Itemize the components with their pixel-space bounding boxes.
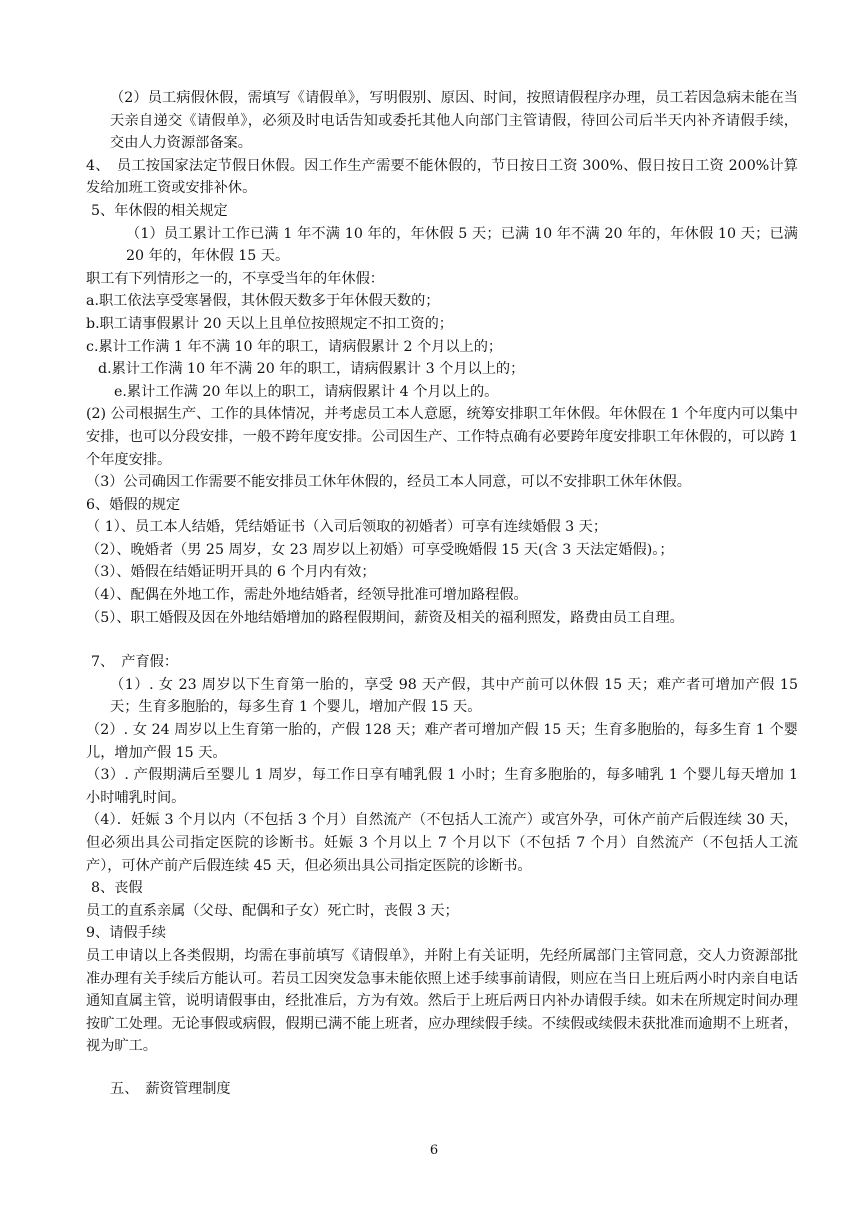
paragraph-annual-leave-2: (2) 公司根据生产、工作的具体情况，并考虑员工本人意愿，统筹安排职工年休假。年休假在 1 个年度内可以集中安排，也可以分段安排，一般不跨年度安排。公司因生产、工作特点确有必要跨年度安排职工年休假的，可以跨 1 个年度安排。 [86,406,798,468]
paragraph-bereavement: 员工的直系亲属（父母、配偶和子女）死亡时，丧假 3 天； [86,902,459,919]
maternity-item-3: （3）. 产假期满后至婴儿 1 周岁，每工作日享有哺乳假 1 小时；生育多胞胎的，每多哺乳 1 个婴儿每天增加 1 小时哺乳时间。 [86,767,798,806]
heading-maternity-leave: 7、 产育假： [91,654,179,671]
paragraph-holiday: 4、 员工按国家法定节假日休假。因工作生产需要不能休假的，节日按日工资 300%、假日按日工资 200%计算发给加班工资或安排补休。 [86,157,798,197]
marriage-item-2: （2）、晚婚者（男 25 周岁，女 23 周岁以上初婚）可享受晚婚假 15 天(含 3 天法定婚假)。； [86,541,674,558]
heading-marriage-leave: 6、婚假的规定 [86,496,181,513]
list-item-b: b.职工请事假累计 20 天以上且单位按照规定不扣工资的； [86,315,453,332]
marriage-item-1: （ 1）、员工本人结婚，凭结婚证书（入司后领取的初婚者）可享有连续婚假 3 天； [86,519,608,536]
spacer [86,629,798,651]
paragraph-annual-leave-3: （3）公司确因工作需要不能安排员工休年休假的，经员工本人同意，可以不安排职工休年休假。 [86,474,691,491]
heading-bereavement-leave: 8、丧假 [91,880,143,897]
heading-annual-leave: 5、年休假的相关规定 [91,202,228,219]
marriage-item-5: （5）、职工婚假及因在外地结婚增加的路程假期间，薪资及相关的福利照发，路费由员工自理。 [86,609,684,626]
marriage-item-3: （3）、婚假在结婚证明开具的 6 个月内有效； [86,564,376,581]
spacer [86,1058,798,1078]
page-content [86,87,798,1101]
paragraph-sick-leave: （2）员工病假休假，需填写《请假单》，写明假别、原因、时间，按照请假程序办理，员工若因急病未能在当天亲自递交《请假单》，必须及时电话告知或委托其他人向部门主管请假，待回公司后半天内补齐请假手续，交由人力资源部备案。 [110,90,798,152]
heading-salary-management: 五、 薪资管理制度 [110,1080,231,1097]
marriage-item-4: （4）、配偶在外地工作，需赴外地结婚者，经领导批准可增加路程假。 [86,587,528,604]
list-item-e: e.累计工作满 20 年以上的职工，请病假累计 4 个月以上的。 [114,383,499,400]
list-item-d: d.累计工作满 10 年不满 20 年的职工，请病假累计 3 个月以上的； [98,361,525,378]
paragraph-annual-exclusions: 职工有下列情形之一的，不享受当年的年休假： [86,270,384,287]
paragraph-leave-procedure: 员工申请以上各类假期，均需在事前填写《请假单》，并附上有关证明，先经所属部门主管同意，交人力资源部批准办理有关手续后方能认可。若员工因突发急事未能依照上述手续事前请假，则应在当日上班后两小时内亲自电话通知直属主管，说明请假事由，经批准后，方为有效。然后于上班后两日内补办请假手续。如未在所规定时间办理按旷工处理。无论事假或病假，假期已满不能上班者，应办理续假手续。不续假或续假未获批准而逾期不上班者，视为旷工。 [86,947,798,1055]
maternity-item-4: （4）．妊娠 3 个月以内（不包括 3 个月）自然流产（不包括人工流产）或宫外孕，可休产前产后假连续 30 天，但必须出具公司指定医院的诊断书。妊娠 3 个月以上 7 个月以下（不包括 7 个月）自然流产（不包括人工流产），可休产前产后假连续 45 天，但必须出具公司指定医院的诊断书。 [86,812,798,874]
list-item-a: a.职工依法享受寒暑假，其休假天数多于年休假天数的； [86,293,440,310]
list-item-c: c.累计工作满 1 年不满 10 年的职工，请病假累计 2 个月以上的； [86,338,503,355]
maternity-item-1: （1）. 女 23 周岁以下生育第一胎的，享受 98 天产假，其中产前可以休假 15 天；难产者可增加产假 15 天；生育多胞胎的，每多生育 1 个婴儿，增加产假 15 天。 [110,676,798,716]
page-number: 6 [429,1143,439,1158]
maternity-item-2: （2）. 女 24 周岁以上生育第一胎的，产假 128 天；难产者可增加产假 15 天；生育多胞胎的，每多生育 1 个婴儿，增加产假 15 天。 [86,722,798,761]
heading-leave-procedure: 9、请假手续 [86,925,166,942]
paragraph-annual-leave-1: （1）员工累计工作已满 1 年不满 10 年的，年休假 5 天；已满 10 年不满 20 年的，年休假 10 天；已满 20 年的，年休假 15 天。 [126,225,798,265]
